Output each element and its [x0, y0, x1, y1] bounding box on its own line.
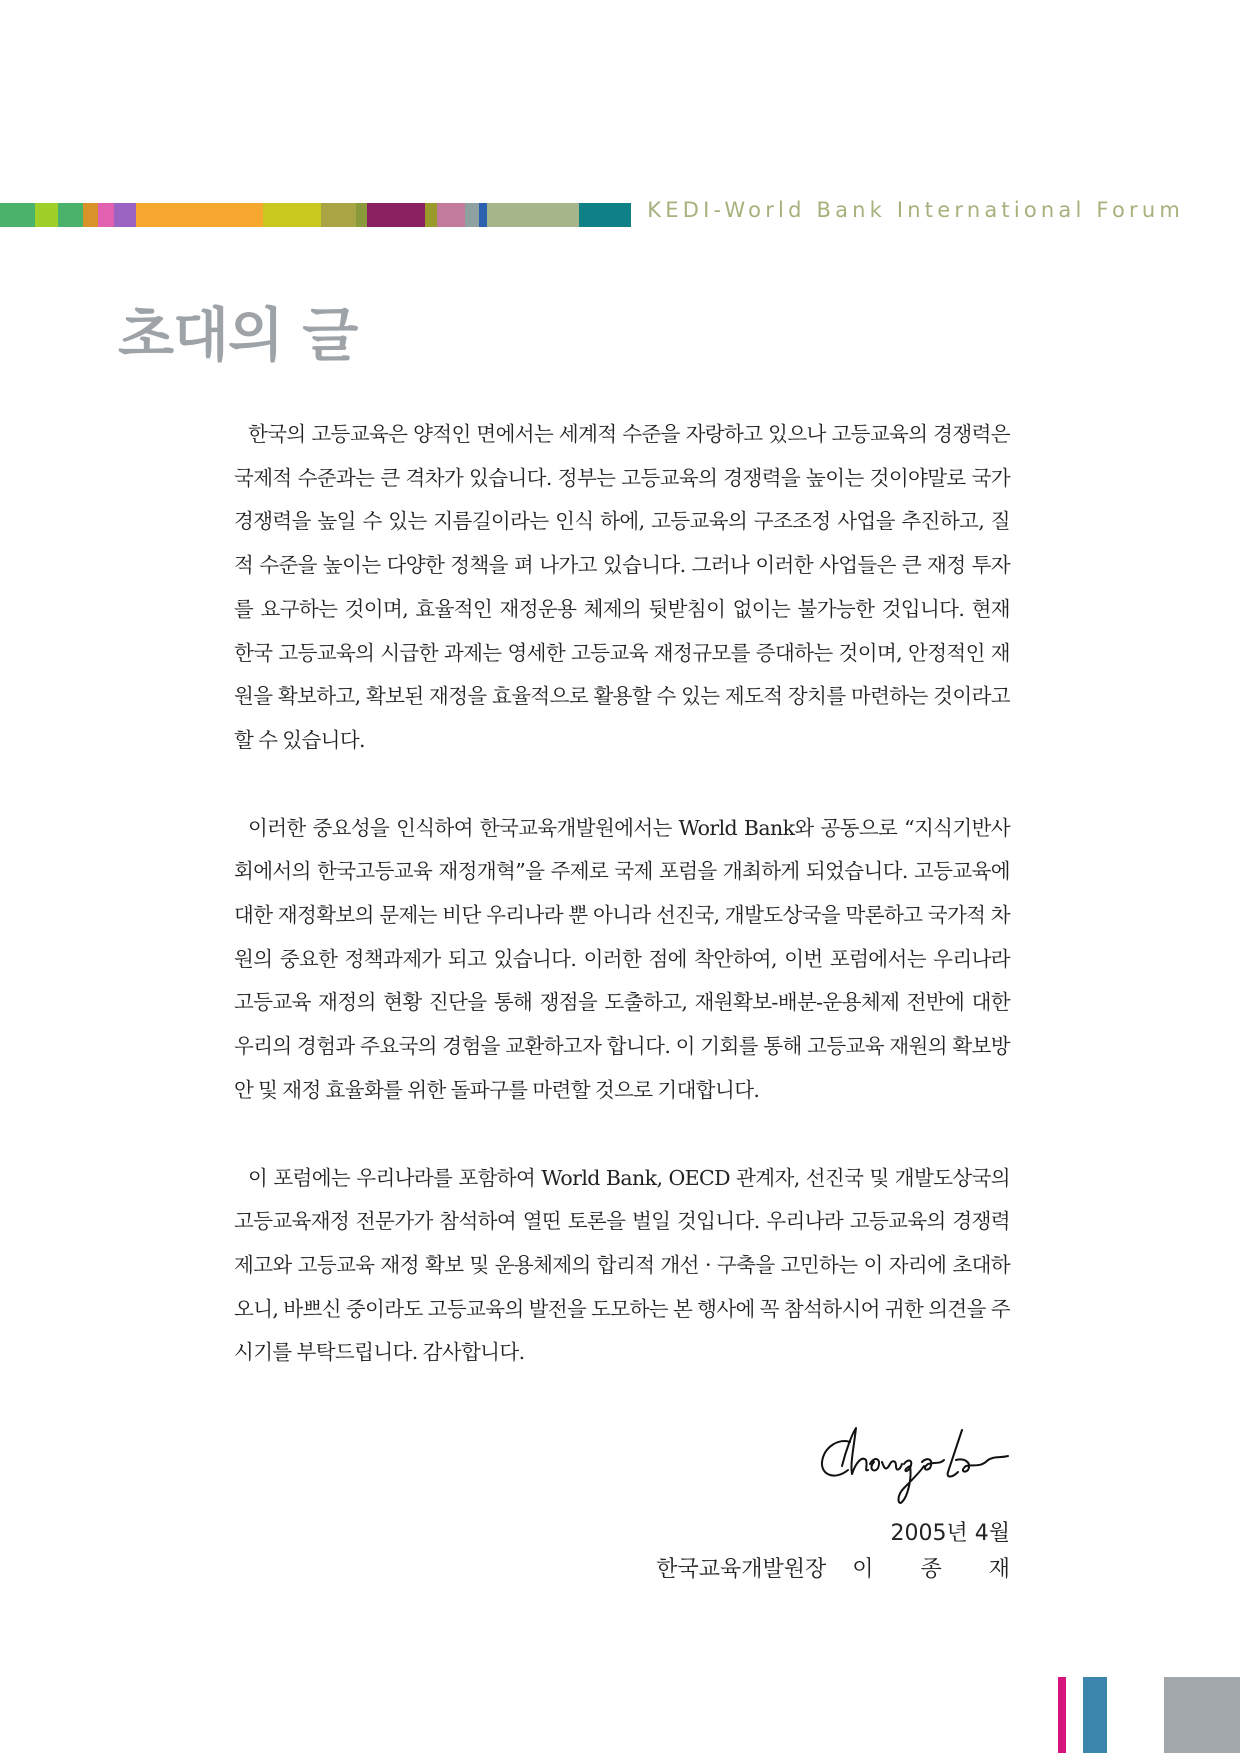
color-strip-segment — [437, 203, 465, 227]
color-strip — [0, 203, 631, 227]
handwritten-signature — [812, 1420, 1012, 1510]
color-strip-segment — [58, 203, 83, 227]
paragraph: 이 포럼에는 우리나라를 포함하여 World Bank, OECD 관계자, 선진국 및 개발도상국의 고등교육재정 전문가가 참석하여 열띤 토론을 벌일 것입니다. 우리나라 고등교육의 경쟁력 제고와 고등교육 재정 확보 및 운용체제의 합리적 개선 · 구축을 고민하는 이 자리에 초대하오니, 바쁘신 중이라도 고등교육의 발전을 도모하는 본 행사에 꼭 참석하시어 귀한 의견을 주시기를 부탁드립니다. 감사합니다. — [234, 1165, 1010, 1365]
color-strip-segment — [136, 203, 263, 227]
corner-marker-blue — [1083, 1677, 1107, 1753]
color-strip-segment — [465, 203, 479, 227]
forum-title: KEDI-World Bank International Forum — [647, 198, 1184, 222]
paragraph: 이러한 중요성을 인식하여 한국교육개발원에서는 World Bank와 공동으로 “지식기반사회에서의 한국고등교육 재정개혁”을 주제로 국제 포럼을 개최하게 되었습니다. 고등교육에 대한 재정확보의 문제는 비단 우리나라 뿐 아니라 선진국, 개발도상국을 막론하고 국가적 차원의 중요한 정책과제가 되고 있습니다. 이러한 점에 착안하여, 이번 포럼에서는 우리나라 고등교육 재정의 현황 진단을 통해 쟁점을 도출하고, 재원확보-배분-운용체제 전반에 대한 우리의 경험과 주요국의 경험을 교환하고자 합니다. 이 기회를 통해 고등교육 재원의 확보방안 및 재정 효율화를 위한 돌파구를 마련할 것으로 기대합니다. — [234, 815, 1010, 1102]
signer-position: 한국교육개발원장 — [656, 1557, 827, 1582]
paragraph: 한국의 고등교육은 양적인 면에서는 세계적 수준을 자랑하고 있으나 고등교육의 경쟁력은 국제적 수준과는 큰 격차가 있습니다. 정부는 고등교육의 경쟁력을 높이는 것이야말로 국가 경쟁력을 높일 수 있는 지름길이라는 인식 하에, 고등교육의 구조조정 사업을 추진하고, 질적 수준을 높이는 다양한 정책을 펴 나가고 있습니다. 그러나 이러한 사업들은 큰 재정 투자를 요구하는 것이며, 효율적인 재정운용 체제의 뒷받침이 없이는 불가능한 것입니다. 현재 한국 고등교육의 시급한 과제는 영세한 고등교육 재정규모를 증대하는 것이며, 안정적인 재원을 확보하고, 확보된 재정을 효율적으로 활용할 수 있는 제도적 장치를 마련하는 것이라고 할 수 있습니다. — [234, 422, 1010, 752]
color-strip-segment — [321, 203, 356, 227]
color-strip-segment — [114, 203, 136, 227]
signer-line — [656, 1552, 1030, 1583]
corner-marker-gray — [1164, 1677, 1240, 1753]
corner-marker-pink — [1058, 1677, 1066, 1753]
signer-name: 이 종 재 — [852, 1557, 1030, 1582]
color-strip-segment — [579, 203, 631, 227]
color-strip-segment — [425, 203, 437, 227]
color-strip-segment — [98, 203, 114, 227]
color-strip-segment — [479, 203, 487, 227]
color-strip-segment — [487, 203, 579, 227]
color-strip-segment — [83, 203, 98, 227]
color-strip-segment — [263, 203, 321, 227]
color-strip-segment — [0, 203, 35, 227]
color-strip-segment — [367, 203, 425, 227]
color-strip-segment — [35, 203, 58, 227]
letter-date: 2005년 4월 — [890, 1521, 1010, 1546]
color-strip-segment — [356, 203, 367, 227]
page-title: 초대의 글 — [118, 301, 358, 369]
letter-body — [234, 413, 1010, 1419]
